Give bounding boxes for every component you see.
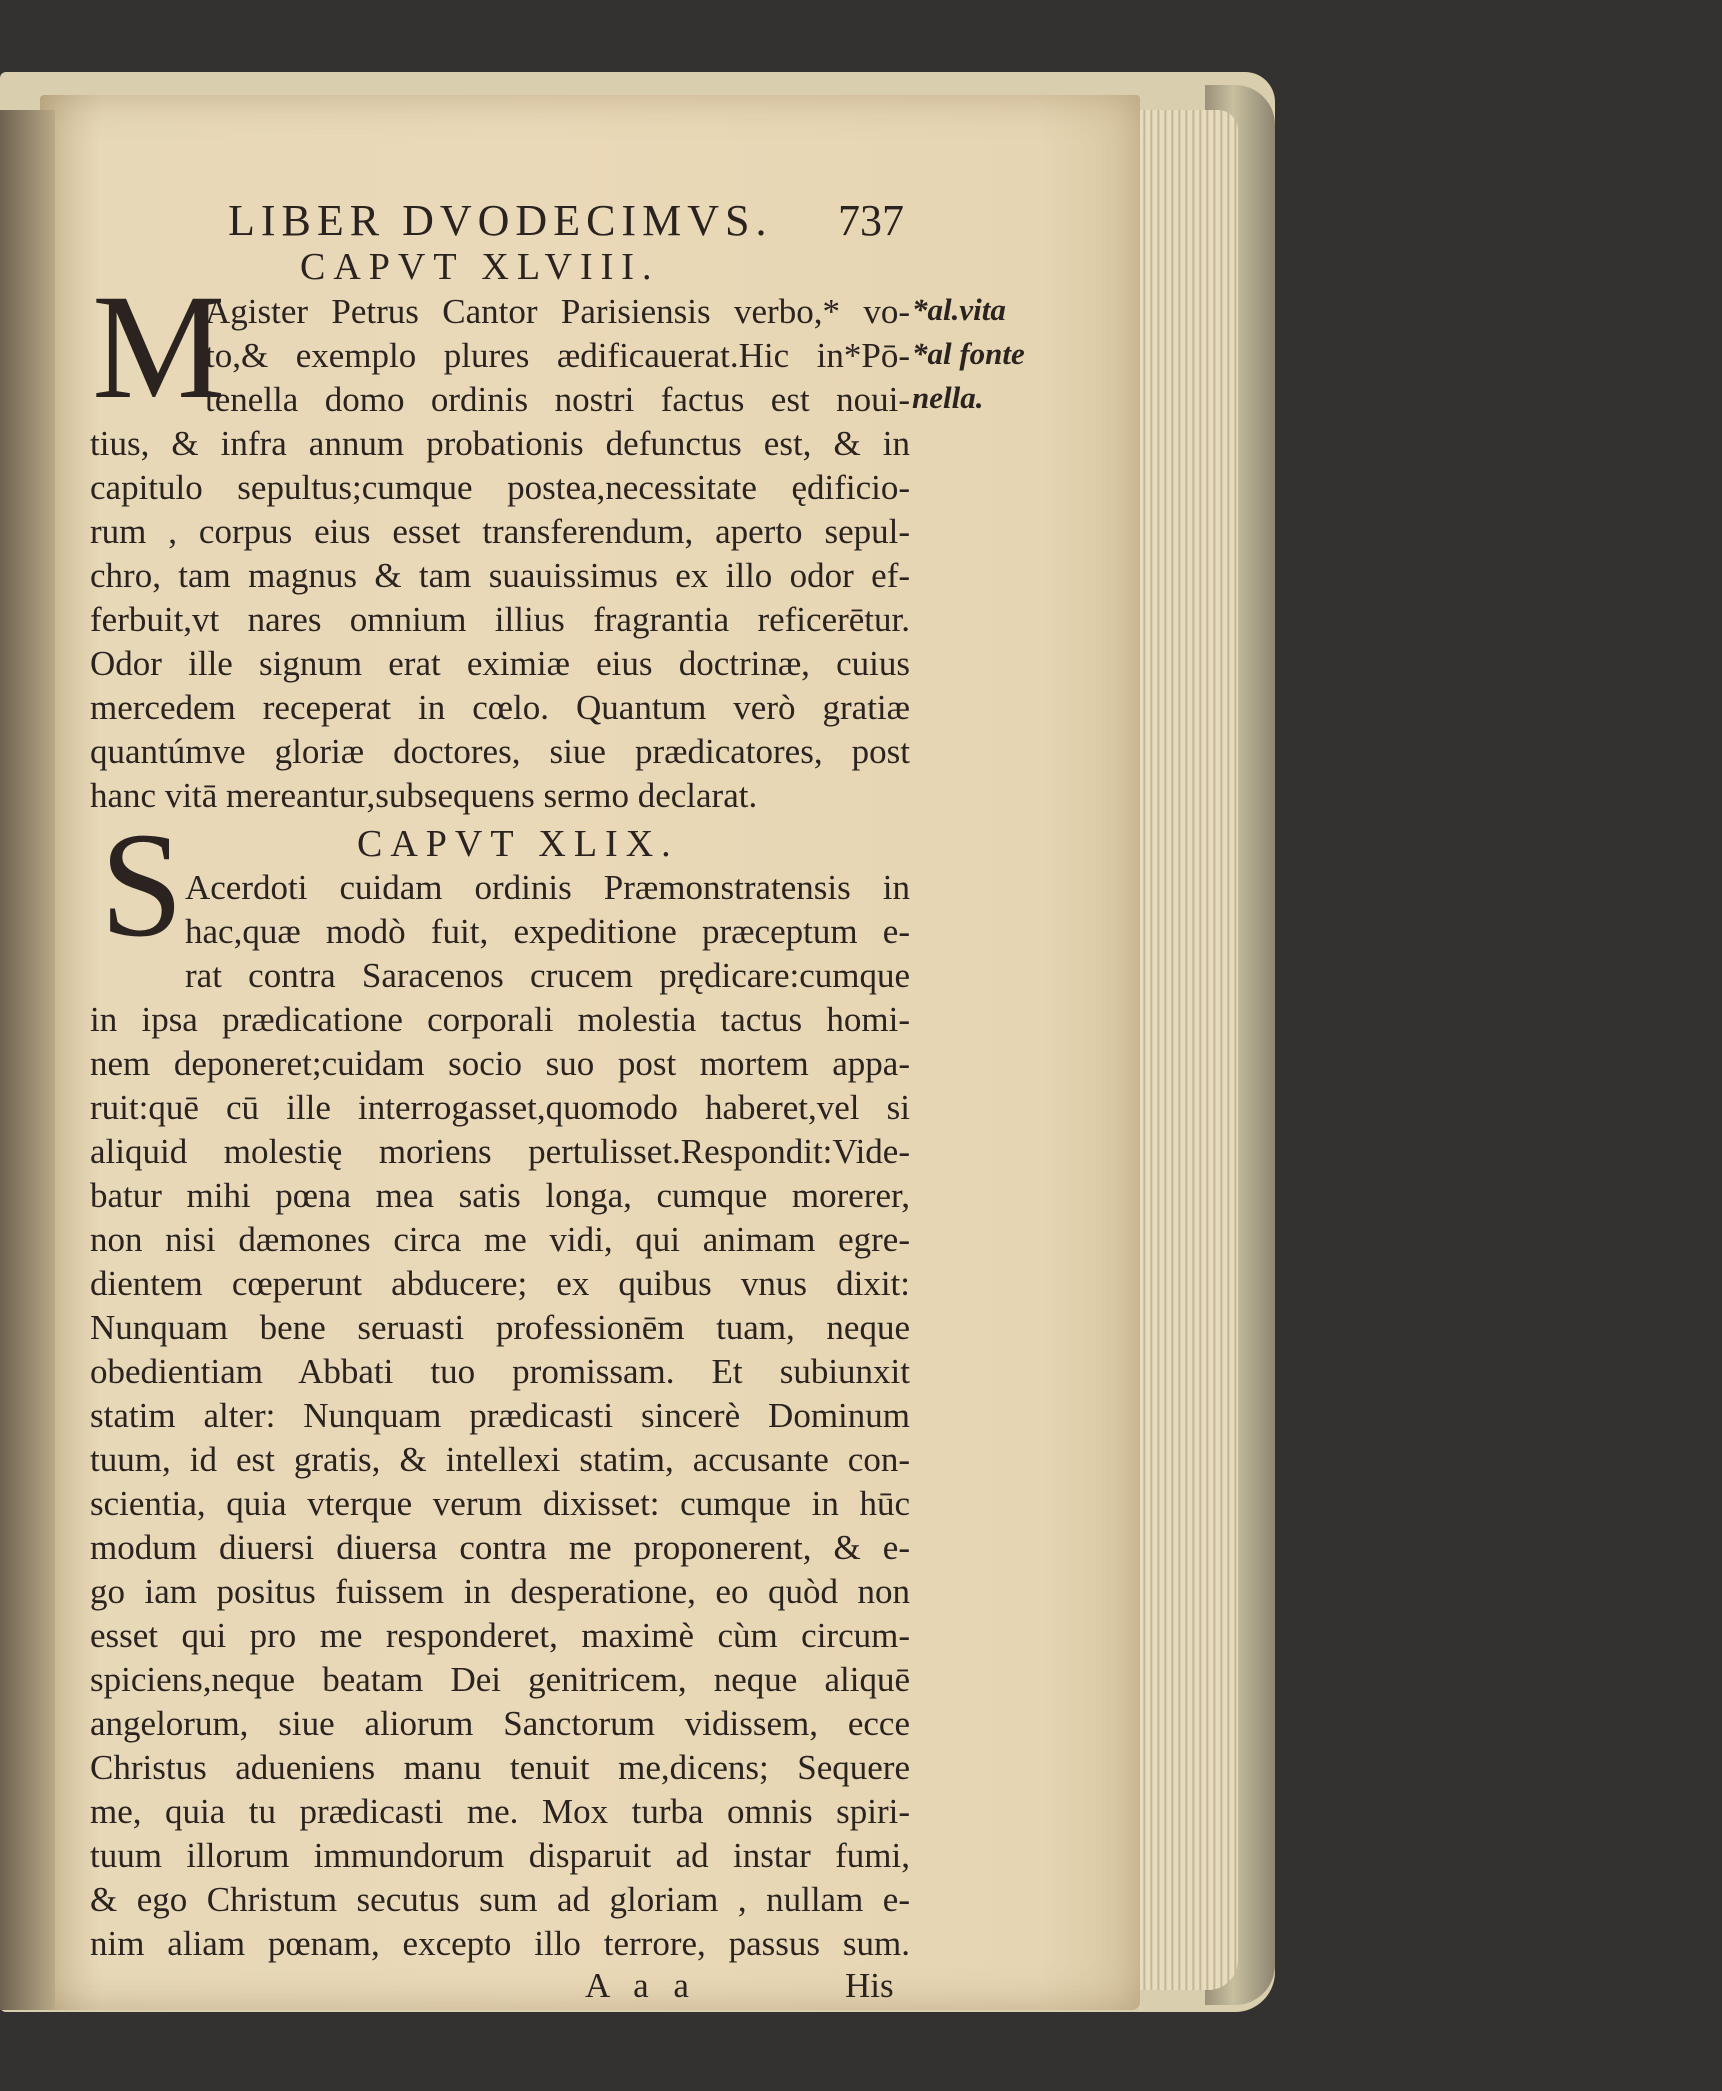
text-line: Nunquam bene seruasti professionēm tuam, neque	[90, 1308, 910, 1347]
text-line: tius, & infra annum probationis defunctus est, & in	[90, 424, 910, 463]
text-line: ferbuit,vt nares omnium illius fragrantia reficerētur.	[90, 600, 910, 639]
text-line: tenella domo ordinis nostri factus est noui-	[205, 380, 910, 419]
chapter-48-heading: CAPVT XLVIII.	[300, 246, 660, 288]
text-line: tuum illorum immundorum disparuit ad instar fumi,	[90, 1836, 910, 1875]
text-line: chro, tam magnus & tam suauissimus ex illo odor ef-	[90, 556, 910, 595]
text-line: mercedem receperat in cœlo. Quantum verò gratiæ	[90, 688, 910, 727]
text-line: statim alter: Nunquam prædicasti sincerè Dominum	[90, 1396, 910, 1435]
text-line: nem deponeret;cuidam socio suo post mortem appa-	[90, 1044, 910, 1083]
text-line: rat contra Saracenos crucem prędicare:cumque	[185, 956, 910, 995]
running-header	[0, 195, 1722, 245]
text-line: Odor ille signum erat eximiæ eius doctrinæ, cuius	[90, 644, 910, 683]
text-line: obedientiam Abbati tuo promissam. Et subiunxit	[90, 1352, 910, 1391]
text-line: to,& exemplo plures ædificauerat.Hic in*Pō-	[205, 336, 910, 375]
text-line: me, quia tu prædicasti me. Mox turba omnis spiri-	[90, 1792, 910, 1831]
text-line: tuum, id est gratis, & intellexi statim, accusante con-	[90, 1440, 910, 1479]
text-line: Christus adueniens manu tenuit me,dicens; Sequere	[90, 1748, 910, 1787]
text-line: batur mihi pœna mea satis longa, cumque morerer,	[90, 1176, 910, 1215]
chapter-49-heading: CAPVT XLIX.	[357, 823, 679, 865]
text-line: Agister Petrus Cantor Parisiensis verbo,* vo-	[205, 292, 910, 331]
text-line: ruit:quē cū ille interrogasset,quomodo haberet,vel si	[90, 1088, 910, 1127]
text-line: dientem cœperunt abducere; ex quibus vnus dixit:	[90, 1264, 910, 1303]
running-title: LIBER DVODECIMVS.	[228, 196, 773, 245]
page-number: 737	[838, 196, 904, 245]
text-line: nim aliam pœnam, excepto illo terrore, passus sum.	[90, 1924, 910, 1963]
text-line: capitulo sepultus;cumque postea,necessitate ędificio-	[90, 468, 910, 507]
text-line: aliquid molestię moriens pertulisset.Respondit:Vide-	[90, 1132, 910, 1171]
text-line: in ipsa prædicatione corporali molestia tactus homi-	[90, 1000, 910, 1039]
text-line: rum , corpus eius esset transferendum, aperto sepul-	[90, 512, 910, 551]
dropcap-m: M	[92, 264, 226, 430]
gutter	[0, 110, 55, 2010]
text-line: hac,quæ modò fuit, expeditione præceptum e-	[185, 912, 910, 951]
margin-note-3: nella.	[912, 380, 984, 415]
text-line: Acerdoti cuidam ordinis Præmonstratensis in	[185, 868, 910, 907]
text-line: scientia, quia vterque verum dixisset: cumque in hūc	[90, 1484, 910, 1523]
dropcap-s: S	[100, 802, 184, 968]
margin-note-1: *al.vita	[912, 292, 1006, 327]
catchword: His	[845, 1966, 894, 2005]
text-line: quantúmve gloriæ doctores, siue prædicatores, post	[90, 732, 910, 771]
margin-note-2: *al fonte	[912, 336, 1025, 371]
text-line: angelorum, siue aliorum Sanctorum vidissem, ecce	[90, 1704, 910, 1743]
text-line: non nisi dæmones circa me vidi, qui animam egre-	[90, 1220, 910, 1259]
text-line: go iam positus fuissem in desperatione, eo quòd non	[90, 1572, 910, 1611]
text-line: & ego Christum secutus sum ad gloriam , nullam e-	[90, 1880, 910, 1919]
signature-mark: A a a	[585, 1966, 697, 2005]
text-line: spiciens,neque beatam Dei genitricem, neque aliquē	[90, 1660, 910, 1699]
text-line: esset qui pro me responderet, maximè cùm circum-	[90, 1616, 910, 1655]
text-line: modum diuersi diuersa contra me proponerent, & e-	[90, 1528, 910, 1567]
text-line: hanc vitā mereantur,subsequens sermo declarat.	[90, 776, 758, 815]
